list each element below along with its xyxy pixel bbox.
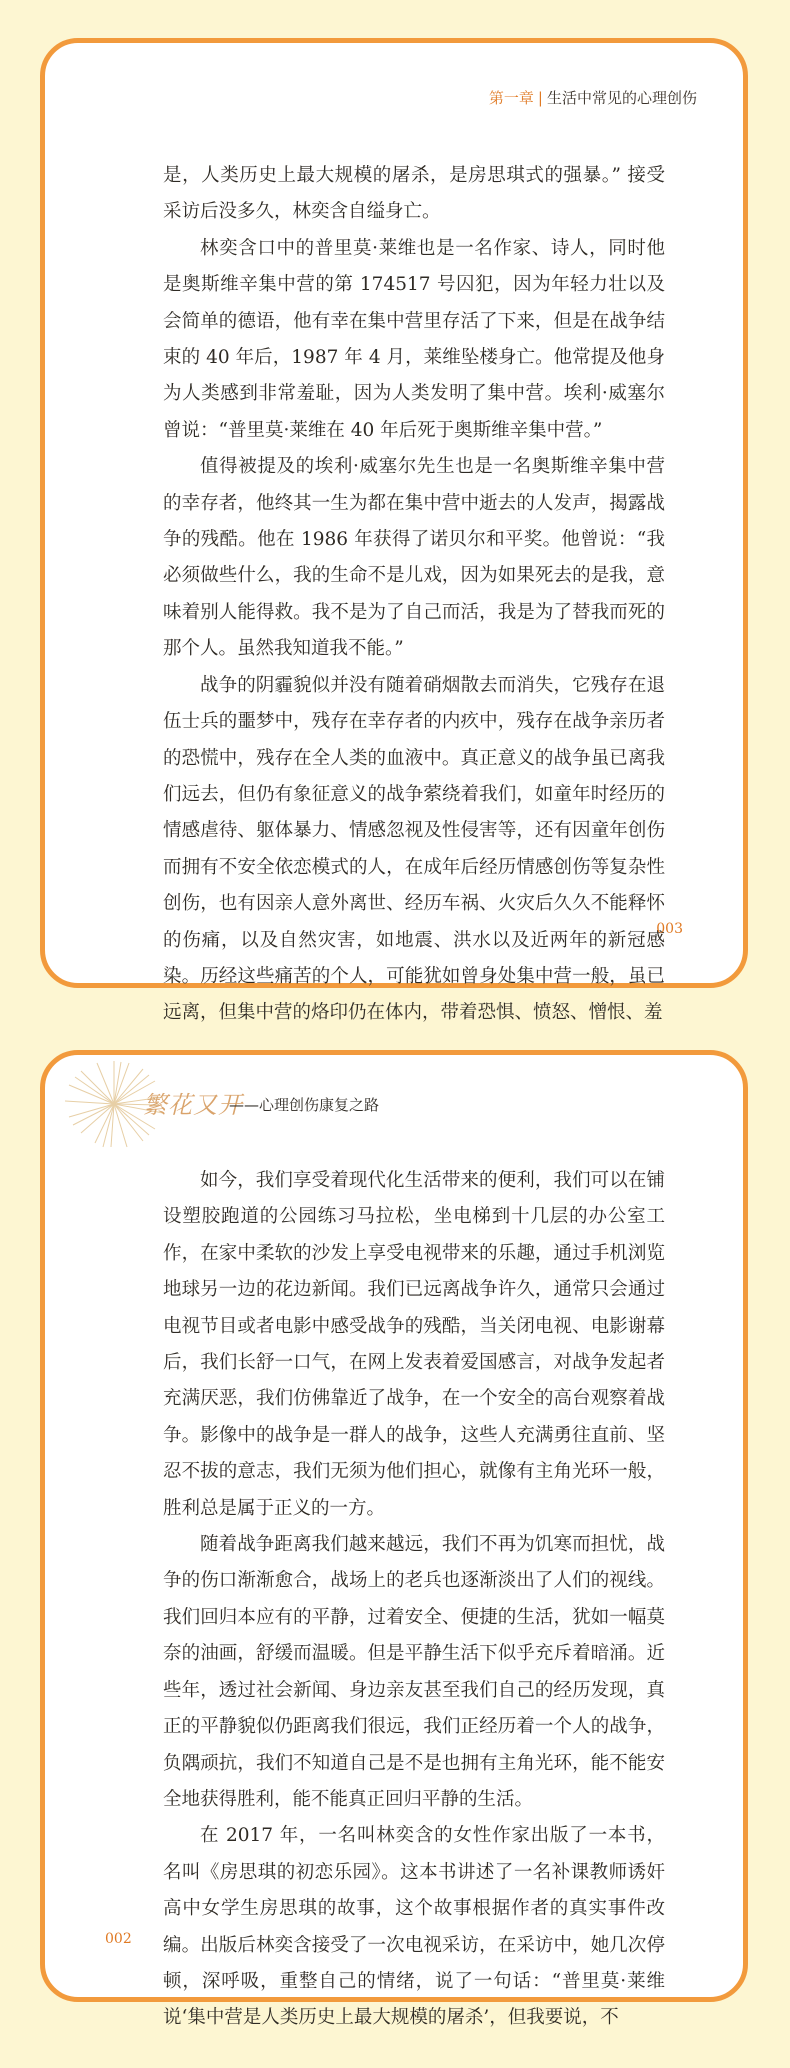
chapter-label: 第一章 [488,89,534,107]
body-text [163,1163,665,2037]
paragraph: 随着战争距离我们越来越远，我们不再为饥寒而担忧，战争的伤口渐渐愈合，战场上的老兵也逐渐淡出了人们的视线。我们回归本应有的平静，过着安全、便捷的生活，犹如一幅莫奈的油画，舒缓而温暖。但是平静生活下似乎充斥着暗涌。近些年，透过社会新闻、身边亲友甚至我们自己的经历发现，真正的平静貌似仍距离我们很远，我们正经历着一个人的战争，负隅顽抗，我们不知道自己是不是也拥有主角光环，能不能安全地获得胜利，能不能真正回归平静的生活。 [163,1534,665,1810]
paragraph: 是，人类历史上最大规模的屠杀，是房思琪式的强暴。” 接受采访后没多久，林奕含自缢身亡。 [163,165,665,223]
book-subtitle: ——心理创伤康复之路 [229,1096,380,1114]
chapter-title: 生活中常见的心理创伤 [546,89,697,107]
running-head [489,87,697,108]
page-number: 002 [105,1931,132,1947]
book-title: 繁花又开 [143,1091,243,1119]
book-page-003 [40,38,748,1024]
paragraph: 值得被提及的埃利·威塞尔先生也是一名奥斯维辛集中营的幸存者，他终其一生为都在集中营中逝去的人发声，揭露战争的残酷。他在 1986 年获得了诺贝尔和平奖。他曾说：“我必须做些什么，我的生命不是儿戏，因为如果死去的是我，意味着别人能得救。我不是为了自己而活，我是为了替我而死的那个人。虽然我知道我不能。” [163,456,665,660]
paragraph: 林奕含口中的普里莫·莱维也是一名作家、诗人，同时他是奥斯维辛集中营的第 174517 号囚犯，因为年轻力壮以及会简单的德语，他有幸在集中营里存活了下来，但是在战争结束的 40 年后，1987 年 4 月，莱维坠楼身亡。他常提及他身为人类感到非常羞耻，因为人类发明了集中营。埃利·威塞尔曾说：“普里莫·莱维在 40 年后死于奥斯维辛集中营。” [163,237,665,441]
paragraph: 战争的阴霾貌似并没有随着硝烟散去而消失，它残存在退伍士兵的噩梦中，残存在幸存者的内疚中，残存在战争亲历者的恐慌中，残存在全人类的血液中。真正意义的战争虽已离我们远去，但仍有象征意义的战争萦绕着我们，如童年时经历的情感虐待、躯体暴力、情感忽视及性侵害等，还有因童年创伤而拥有不安全依恋模式的人，在成年后经历情感创伤等复杂性创伤，也有因亲人意外离世、经历车祸、火灾后久久不能释怀的伤痛，以及自然灾害，如地震、洪水以及近两年的新冠感染。历经这些痛苦的个人，可能犹如曾身处集中营一般，虽已远离，但集中营的烙印仍在体内，带着恐惧、愤怒、憎恨、羞 [163,674,665,1024]
body-text [163,158,665,1032]
paragraph: 如今，我们享受着现代化生活带来的便利，我们可以在铺设塑胶跑道的公园练习马拉松，坐电梯到十几层的办公室工作，在家中柔软的沙发上享受电视带来的乐趣，通过手机浏览地球另一边的花边新闻。我们已远离战争许久，通常只会通过电视节目或者电影中感受战争的残酷，当关闭电视、电影谢幕后，我们长舒一口气，在网上发表着爱国感言，对战争发起者充满厌恶，我们仿佛靠近了战争，在一个安全的高台观察着战争。影像中的战争是一群人的战争，这些人充满勇往直前、坚忍不拔的意志，我们无须为他们担心，就像有主角光环一般，胜利总是属于正义的一方。 [163,1170,665,1519]
page-number: 003 [656,921,683,937]
book-page-002 [40,1050,748,2029]
running-head-separator: | [537,89,543,107]
paragraph: 在 2017 年，一名叫林奕含的女性作家出版了一本书，名叫《房思琪的初恋乐园》。这本书讲述了一名补课教师诱奸高中女学生房思琪的故事，这个故事根据作者的真实事件改编。出版后林奕含接受了一次电视采访，在采访中，她几次停顿，深呼吸，重整自己的情绪，说了一句话：“普里莫·莱维说‘集中营是人类历史上最大规模的屠杀’，但我要说，不 [163,1825,665,2029]
